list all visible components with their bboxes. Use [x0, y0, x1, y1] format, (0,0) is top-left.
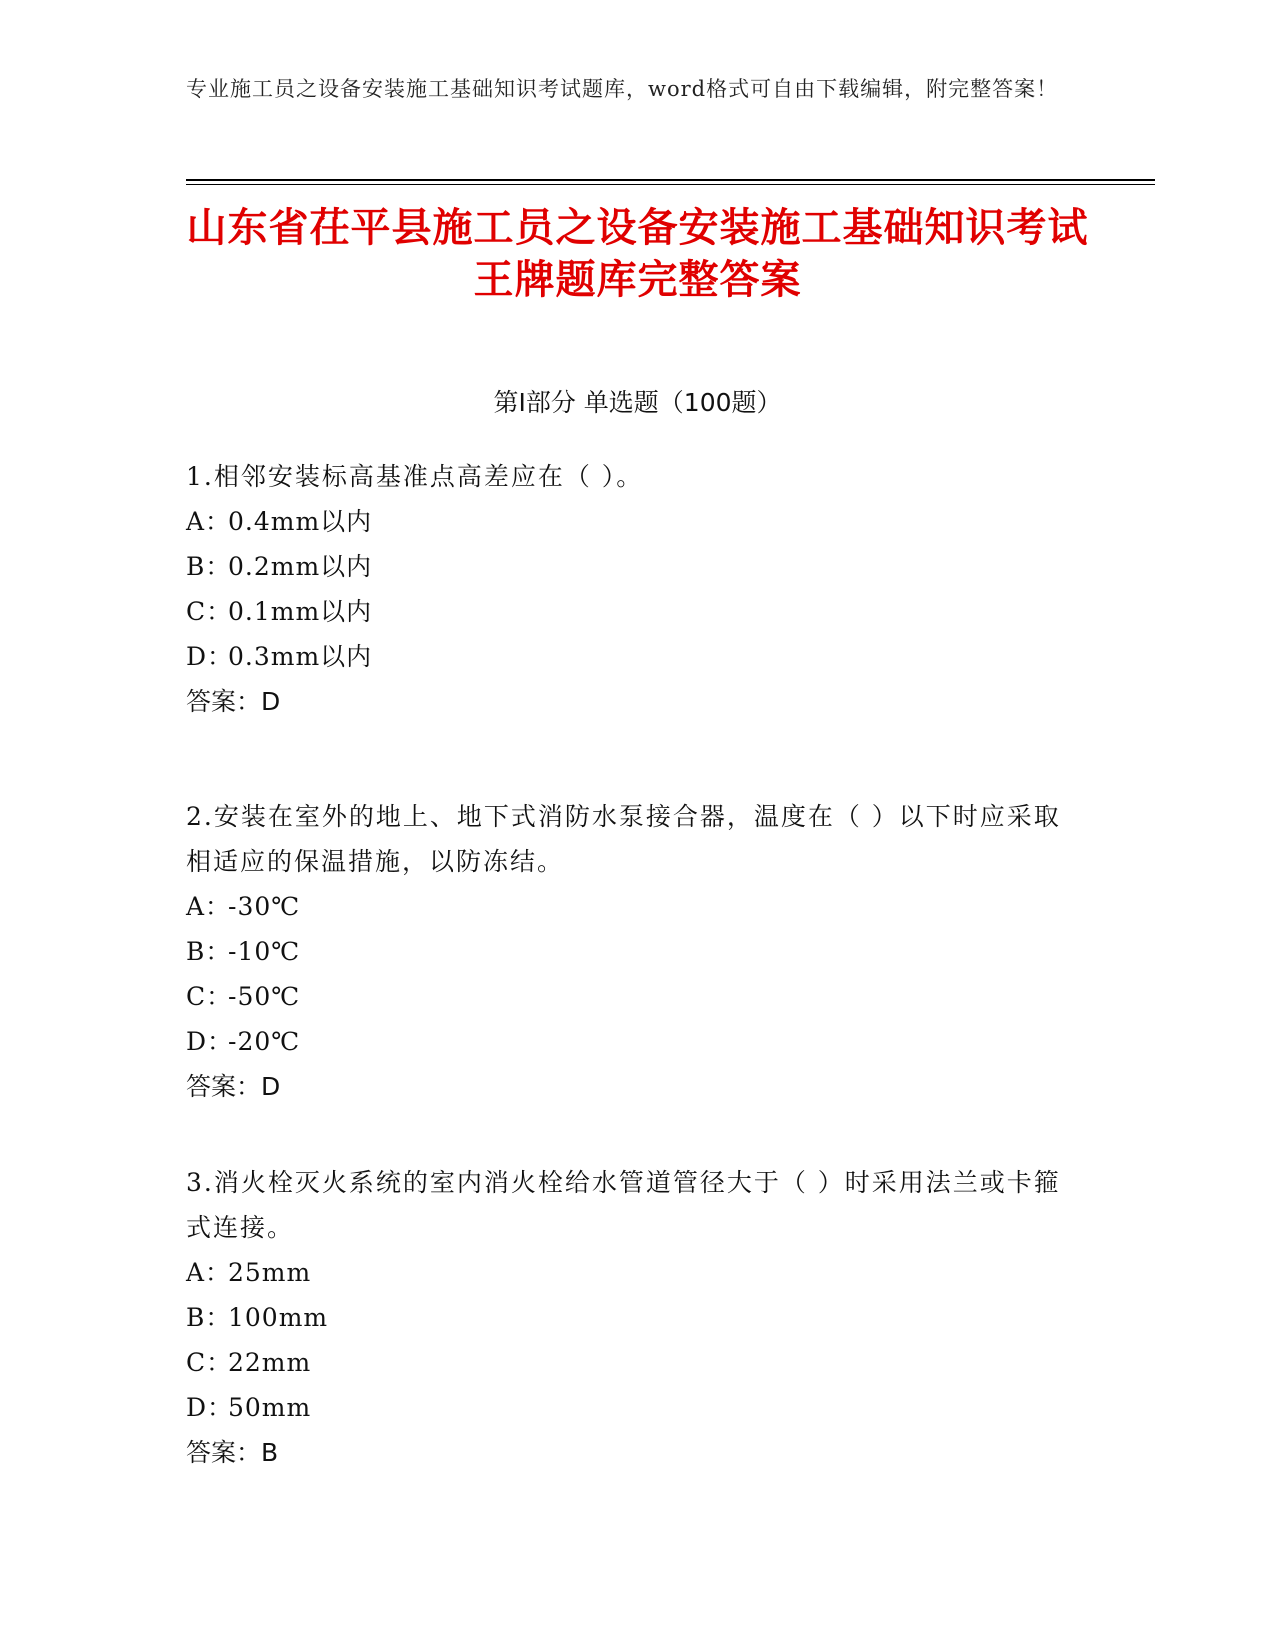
question-text: 3.消火栓灭火系统的室内消火栓给水管道管径大于（ ）时采用法兰或卡箍式连接。: [186, 1168, 1061, 1242]
option-letter: D：: [186, 642, 234, 671]
option-a: [186, 1250, 1086, 1295]
option-c: [186, 1340, 1086, 1385]
answer: 答案：D: [186, 687, 281, 716]
option-letter: A：: [186, 507, 232, 536]
option-letter: D：: [186, 1393, 234, 1422]
option-text: -50℃: [228, 982, 301, 1011]
option-letter: A：: [186, 892, 232, 921]
option-letter: C：: [186, 597, 233, 626]
document-title: 山东省茌平县施工员之设备安装施工基础知识考试王牌题库完整答案: [186, 205, 1089, 303]
option-text: 0.1mm以内: [228, 597, 373, 626]
header-divider-thick: [186, 179, 1155, 181]
option-letter: B：: [186, 552, 232, 581]
option-text: 0.3mm以内: [228, 642, 373, 671]
option-b: [186, 929, 1086, 974]
option-a: [186, 499, 1086, 544]
option-text: -10℃: [228, 937, 301, 966]
answer: 答案：D: [186, 1072, 281, 1101]
section-heading: 第Ⅰ部分 单选题（100题）: [493, 388, 782, 417]
option-letter: B：: [186, 1303, 232, 1332]
question-1: [186, 454, 1086, 724]
option-text: 22mm: [228, 1348, 312, 1377]
option-letter: C：: [186, 982, 233, 1011]
option-letter: D：: [186, 1027, 234, 1056]
option-b: [186, 544, 1086, 589]
option-text: 25mm: [228, 1258, 312, 1287]
page-header: 专业施工员之设备安装施工基础知识考试题库，word格式可自由下载编辑，附完整答案！: [186, 77, 1059, 101]
option-a: [186, 884, 1086, 929]
option-text: 100mm: [228, 1303, 329, 1332]
option-d: [186, 1385, 1086, 1430]
option-c: [186, 589, 1086, 634]
header-divider-thin: [186, 184, 1155, 185]
option-letter: C：: [186, 1348, 233, 1377]
option-d: [186, 634, 1086, 679]
option-text: 0.2mm以内: [228, 552, 373, 581]
question-text: 1.相邻安装标高基准点高差应在（ ）。: [186, 462, 644, 491]
option-letter: B：: [186, 937, 232, 966]
option-c: [186, 974, 1086, 1019]
option-b: [186, 1295, 1086, 1340]
question-2: [186, 794, 1086, 1109]
option-letter: A：: [186, 1258, 232, 1287]
question-text: 2.安装在室外的地上、地下式消防水泵接合器，温度在（ ）以下时应采取相适应的保温措施，以防冻结。: [186, 802, 1061, 876]
option-text: 0.4mm以内: [228, 507, 373, 536]
option-d: [186, 1019, 1086, 1064]
option-text: -20℃: [228, 1027, 301, 1056]
option-text: 50mm: [228, 1393, 312, 1422]
option-text: -30℃: [228, 892, 301, 921]
question-3: [186, 1160, 1086, 1475]
answer: 答案：B: [186, 1438, 279, 1467]
